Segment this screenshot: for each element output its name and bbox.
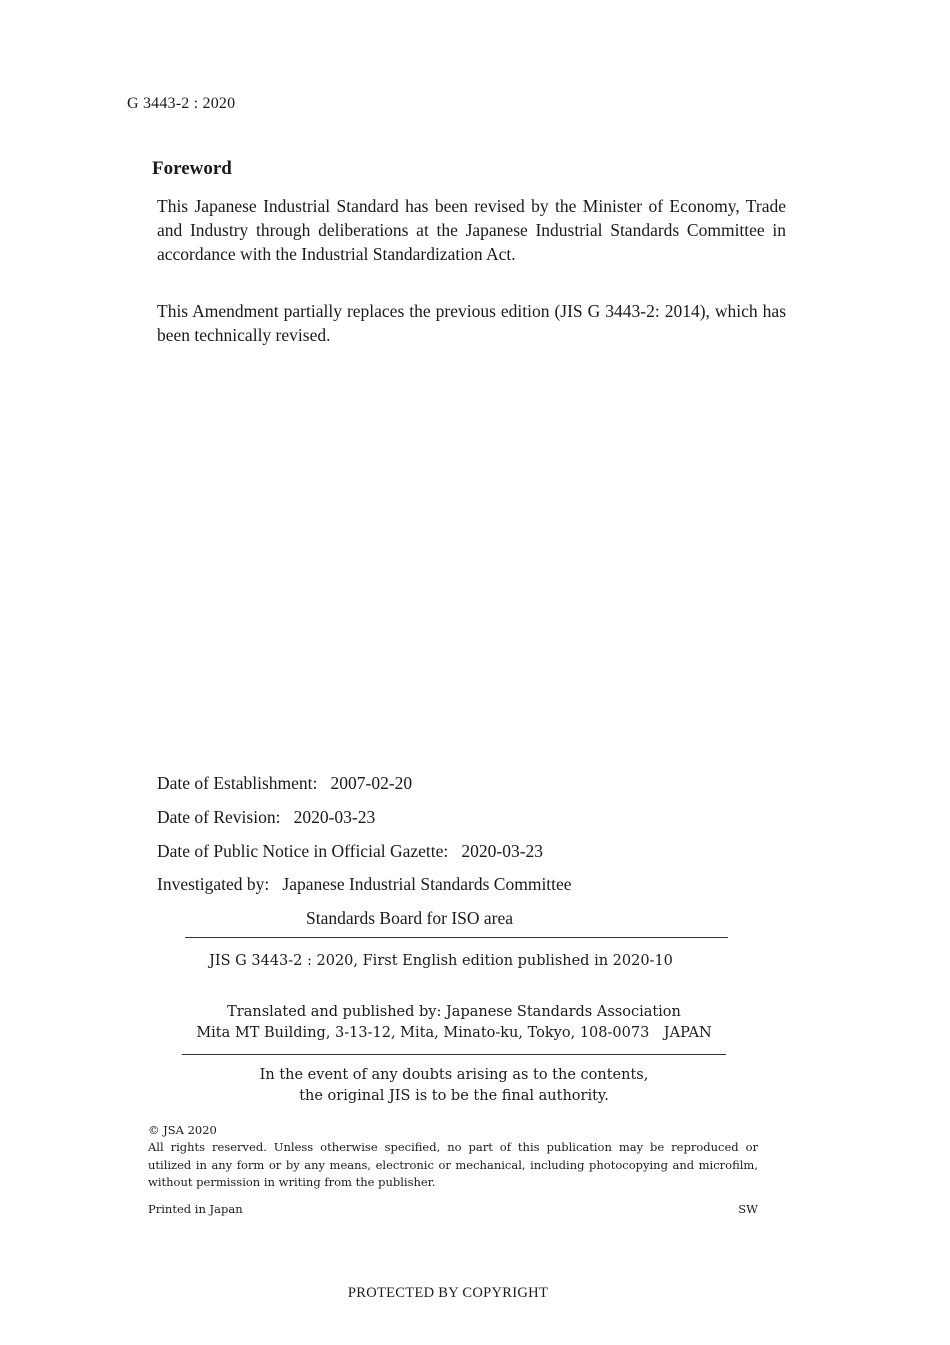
divider: [185, 937, 728, 938]
investigated-by-value: Japanese Industrial Standards Committee: [282, 874, 572, 894]
authority-notice: [150, 1065, 758, 1107]
establishment-date-row: [157, 773, 412, 794]
edition-info: JIS G 3443-2 : 2020, First English edition published in 2020-10: [209, 953, 673, 969]
foreword-heading: Foreword: [152, 158, 232, 179]
publisher-line: Translated and published by: Japanese Standards Association: [227, 1004, 681, 1020]
revision-date-label: Date of Revision:: [157, 807, 281, 827]
printed-in: Printed in Japan: [148, 1202, 243, 1216]
revision-date-value: 2020-03-23: [293, 807, 376, 827]
public-notice-date-label: Date of Public Notice in Official Gazette:: [157, 841, 449, 861]
foreword-paragraph-1: This Japanese Industrial Standard has been revised by the Minister of Economy, Trade and Industry through deliberations at the Japanese Industrial Standards Committee in accordance with the Industrial Standardization Act.: [157, 196, 786, 264]
divider: [182, 1054, 726, 1055]
revision-date-row: [157, 807, 375, 828]
establishment-date-value: 2007-02-20: [330, 773, 413, 793]
public-notice-date-row: [157, 841, 543, 862]
foreword-paragraph-2: This Amendment partially replaces the previous edition (JIS G 3443-2: 2014), which has been technically revised.: [157, 301, 786, 345]
authority-line-1: In the event of any doubts arising as to the contents,: [259, 1067, 649, 1083]
public-notice-date-value: 2020-03-23: [461, 841, 544, 861]
document-code: G 3443-2 : 2020: [127, 95, 236, 112]
rights-statement: All rights reserved. Unless otherwise specified, no part of this publication may be reproduced or utilized in any form or by any means, electronic or mechanical, including photocopying and microfilm, without permission in writing from the publisher.: [148, 1140, 758, 1189]
printed-row: [148, 1202, 758, 1216]
publisher-info: [150, 1002, 758, 1044]
copyright-notice: © JSA 2020: [148, 1123, 217, 1137]
investigated-by-row: [157, 874, 572, 895]
investigated-by-label: Investigated by:: [157, 874, 270, 894]
establishment-date-label: Date of Establishment:: [157, 773, 318, 793]
protected-by-copyright: PROTECTED BY COPYRIGHT: [347, 1285, 549, 1301]
authority-line-2: the original JIS is to be the final authority.: [299, 1088, 609, 1104]
investigated-by-board: Standards Board for ISO area: [306, 908, 514, 928]
publisher-address: Mita MT Building, 3-13-12, Mita, Minato-ku, Tokyo, 108-0073 JAPAN: [196, 1025, 712, 1041]
printer-code: SW: [738, 1202, 758, 1216]
